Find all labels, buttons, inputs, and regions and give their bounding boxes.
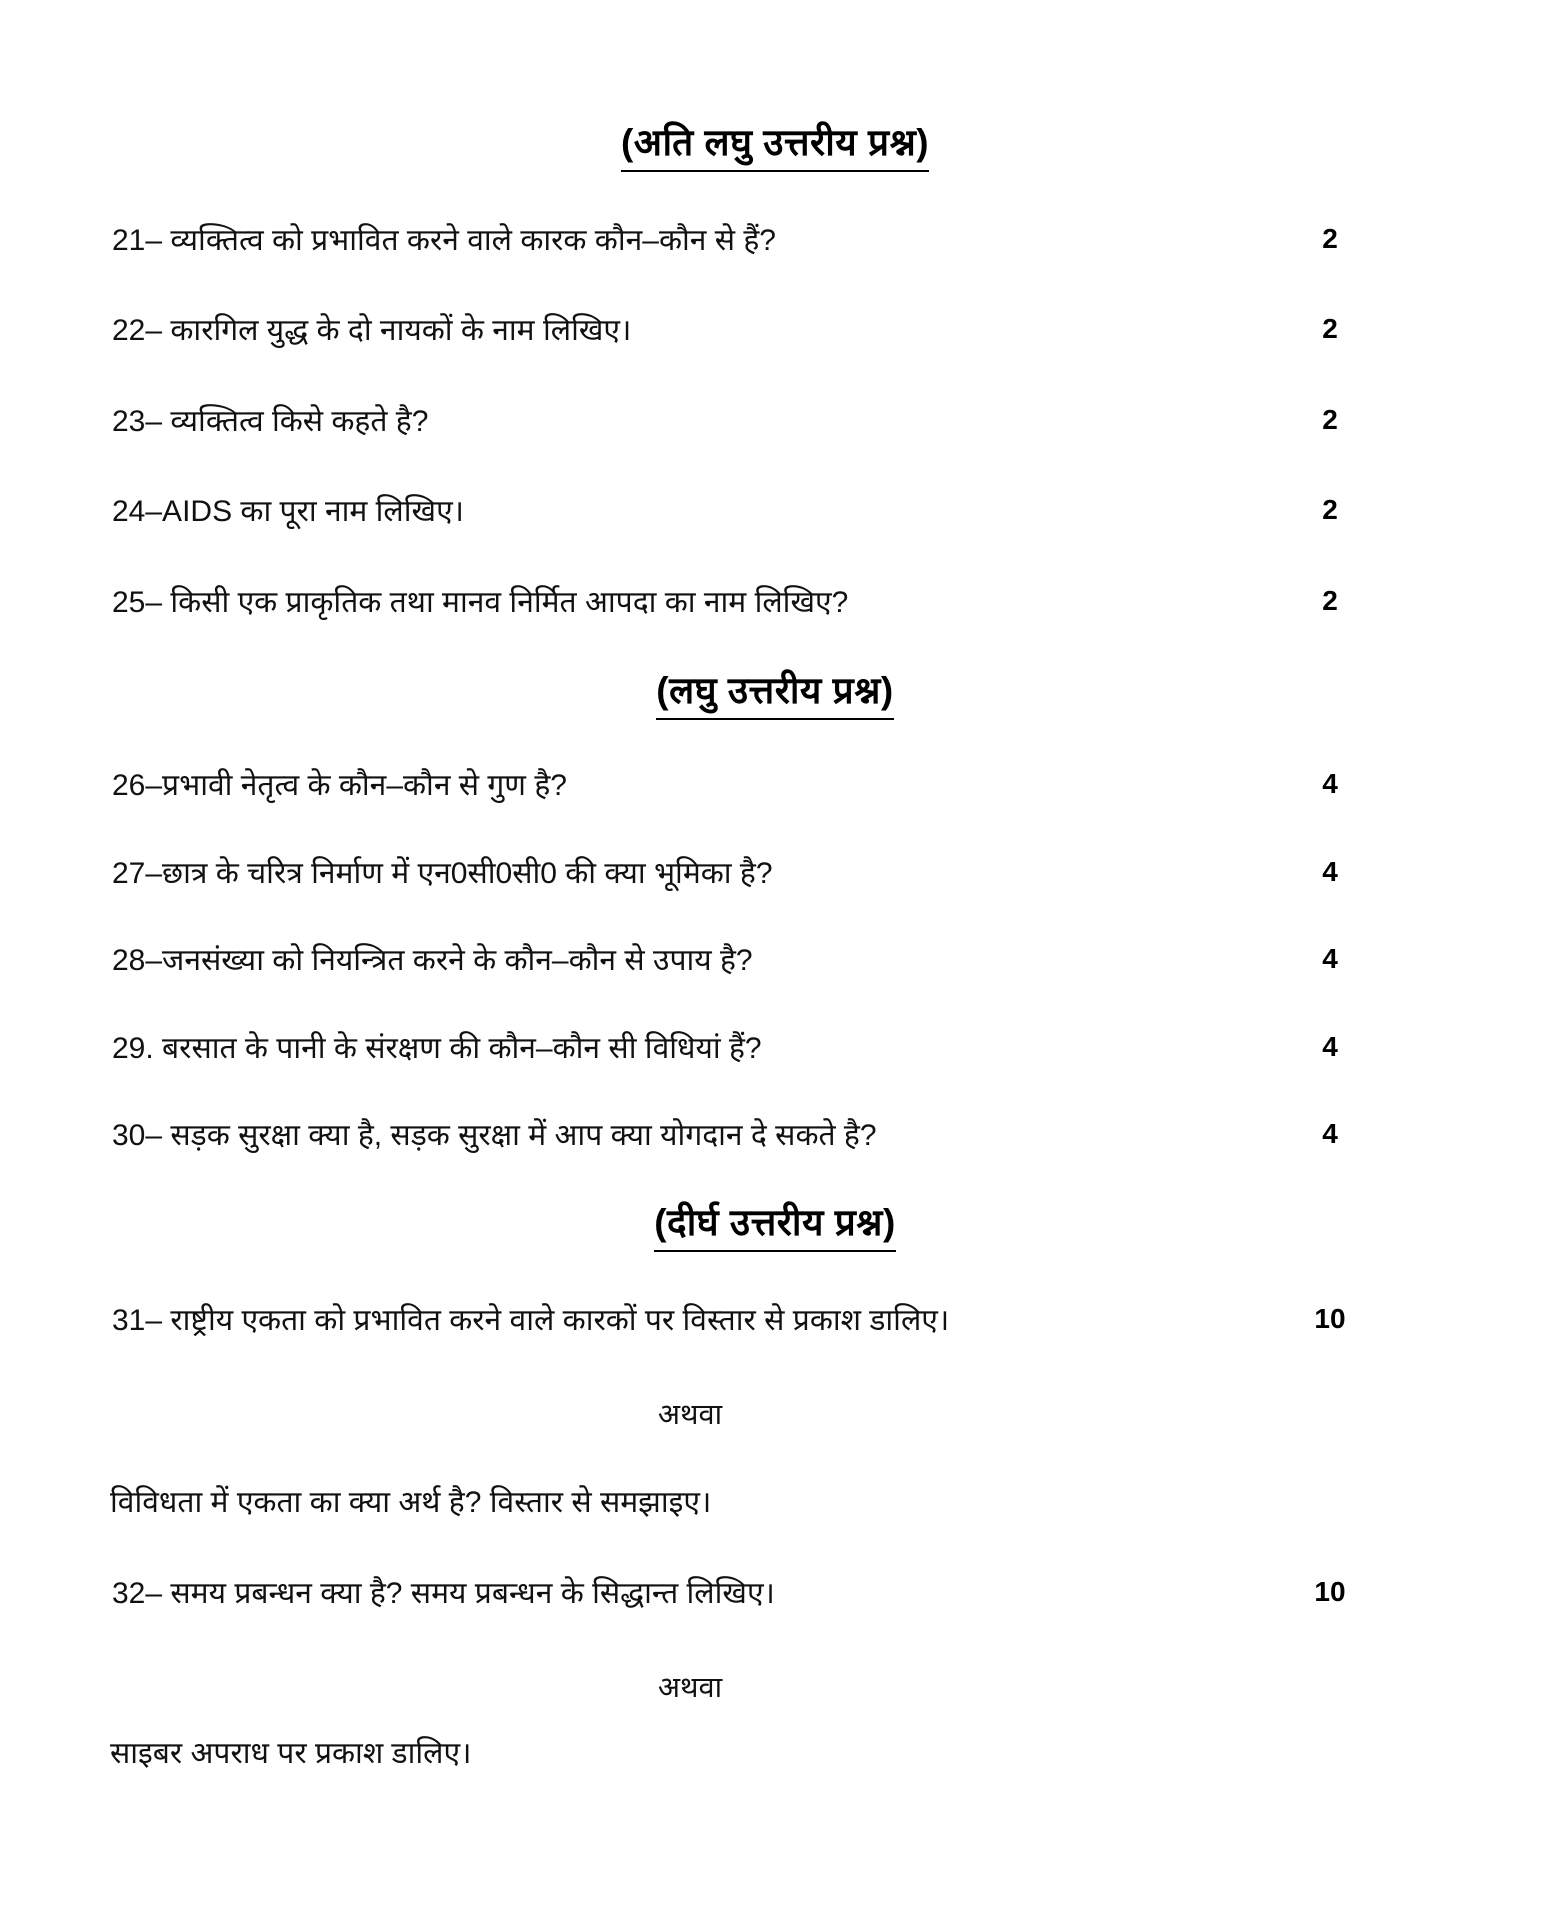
- question-row: [110, 764, 1440, 808]
- question-marks-28: 4: [1322, 943, 1338, 975]
- question-row: [110, 490, 1440, 534]
- alternative-label-31: अथवा: [657, 1399, 723, 1432]
- question-text-25: 25– किसी एक प्राकृतिक तथा मानव निर्मित आपदा का नाम लिखिए?: [112, 585, 849, 619]
- question-row: [110, 400, 1440, 444]
- question-row: [110, 1299, 1440, 1343]
- question-text-31: 31– राष्ट्रीय एकता को प्रभावित करने वाले कारकों पर विस्तार से प्रकाश डालिए।: [112, 1303, 950, 1337]
- section-heading-short-answer: [110, 666, 1440, 720]
- question-row: [110, 1572, 1440, 1616]
- question-marks-21: 2: [1322, 222, 1338, 254]
- section-heading-text: (अति लघु उत्तरीय प्रश्न): [621, 118, 929, 172]
- section-heading-text: (लघु उत्तरीय प्रश्न): [656, 666, 893, 720]
- question-marks-31: 10: [1314, 1302, 1346, 1334]
- question-text-30: 30– सड़क सुरक्षा क्या है, सड़क सुरक्षा में आप क्या योगदान दे सकते है?: [112, 1119, 877, 1153]
- question-marks-25: 2: [1322, 584, 1338, 616]
- question-row: [110, 219, 1440, 263]
- question-row: [110, 309, 1440, 353]
- question-marks-24: 2: [1322, 494, 1338, 526]
- section-heading-text: (दीर्घ उत्तरीय प्रश्न): [654, 1198, 896, 1252]
- question-text-22: 22– कारगिल युद्ध के दो नायकों के नाम लिखिए।: [112, 314, 632, 348]
- question-text-29: 29. बरसात के पानी के संरक्षण की कौन–कौन सी विधियां हैं?: [112, 1031, 762, 1065]
- section-heading-very-short-answer: [110, 118, 1440, 172]
- question-marks-29: 4: [1322, 1030, 1338, 1062]
- question-marks-23: 2: [1322, 403, 1338, 435]
- question-text-24: 24–AIDS का पूरा नाम लिखिए।: [112, 495, 465, 529]
- question-row: [110, 939, 1440, 983]
- question-row: [110, 581, 1440, 625]
- question-row: [110, 1114, 1440, 1158]
- question-marks-30: 4: [1322, 1118, 1338, 1150]
- alternative-label-32: अथवा: [657, 1672, 723, 1705]
- document-content: [110, 0, 1440, 1776]
- question-marks-26: 4: [1322, 768, 1338, 800]
- alternative-text-32: साइबर अपराध पर प्रकाश डालिए।: [110, 1737, 472, 1771]
- question-text-27: 27–छात्र के चरित्र निर्माण में एन0सी0सी0 की क्या भूमिका है?: [112, 856, 773, 890]
- question-text-26: 26–प्रभावी नेतृत्व के कौन–कौन से गुण है?: [112, 769, 567, 803]
- question-text-32: 32– समय प्रबन्धन क्या है? समय प्रबन्धन के सिद्धान्त लिखिए।: [112, 1576, 775, 1610]
- question-text-23: 23– व्यक्तित्व किसे कहते है?: [112, 404, 429, 438]
- section-heading-long-answer: [110, 1198, 1440, 1252]
- alternative-text-31: विविधता में एकता का क्या अर्थ है? विस्तार से समझाइए।: [110, 1486, 712, 1520]
- question-text-28: 28–जनसंख्या को नियन्त्रित करने के कौन–कौन से उपाय है?: [112, 944, 753, 978]
- question-marks-32: 10: [1314, 1575, 1346, 1607]
- question-row: [110, 852, 1440, 896]
- question-marks-22: 2: [1322, 313, 1338, 345]
- question-text-21: 21– व्यक्तित्व को प्रभावित करने वाले कारक कौन–कौन से हैं?: [112, 223, 776, 257]
- question-row: [110, 1027, 1440, 1071]
- question-marks-27: 4: [1322, 855, 1338, 887]
